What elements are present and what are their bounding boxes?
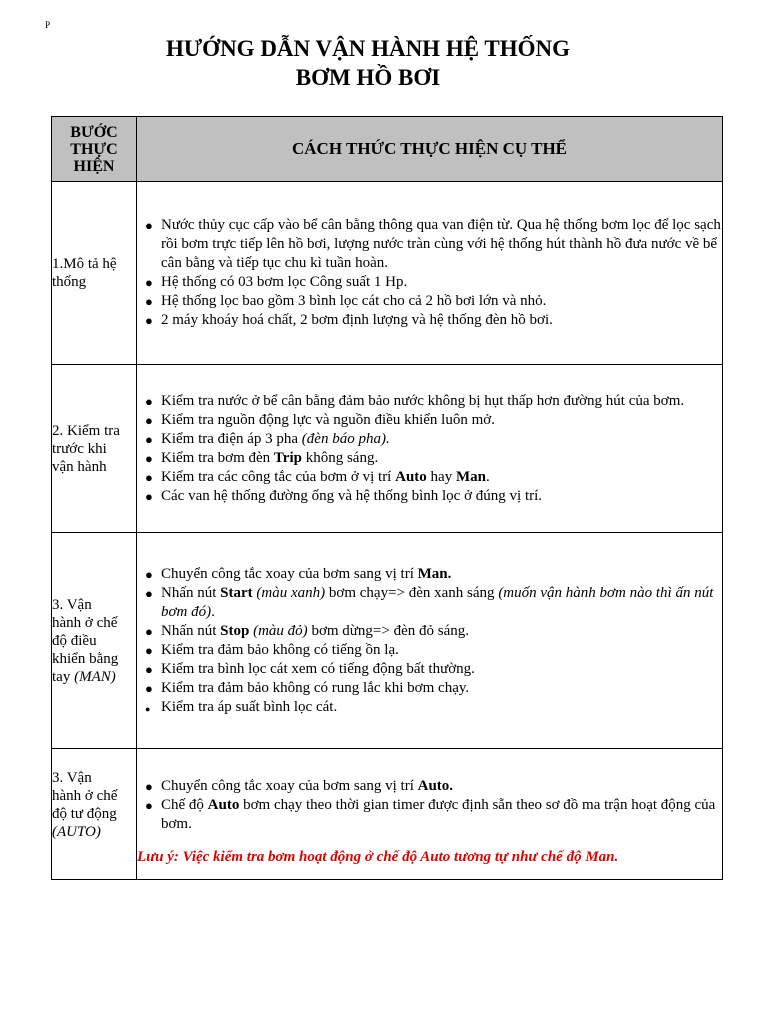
list-item xyxy=(137,641,722,660)
bullet-icon: ● xyxy=(145,218,153,233)
step-label-line: khiển bằng xyxy=(52,650,119,667)
list-item xyxy=(137,796,722,834)
item-bold: Man xyxy=(455,468,486,485)
item-text: 2 máy khoáy hoá chất, 2 bơm định lượng và hệ thống đèn hồ bơi. xyxy=(161,312,553,328)
item-bold: Trip xyxy=(273,449,302,466)
item-text: Chế độ xyxy=(161,797,208,813)
step-label-text: tay xyxy=(52,668,75,685)
bullet-icon: ● xyxy=(145,431,153,447)
bullet-list xyxy=(137,216,722,330)
list-item xyxy=(137,392,722,411)
step-label-line: 2. Kiểm tra xyxy=(52,422,120,439)
bullet-icon: ● xyxy=(145,661,153,677)
content-cell xyxy=(137,182,723,365)
item-text: Kiểm tra các công tắc của bơm ở vị trí xyxy=(161,468,396,485)
bullet-list xyxy=(137,777,722,834)
list-item xyxy=(137,216,722,273)
item-text: Kiểm tra nước ở bể cân bằng đảm bảo nước không bị hụt thấp hơn đường hút của bơm. xyxy=(161,392,685,409)
item-text: Nước thủy cục cấp vào bể cân bằng thông qua van điện từ. Qua hệ thống bơm lọc để lọc sạch rồi bơm trực tiếp lên hồ bơi, lượng nước tràn cùng với hệ thống hút thành hồ đưa nước về bể cân bằng và tiếp tục chu kì tuần hoàn. xyxy=(161,217,721,271)
step-cell xyxy=(52,182,137,365)
item-text: Hệ thống lọc bao gồm 3 bình lọc cát cho cả 2 hồ bơi lớn và nhỏ. xyxy=(161,293,547,309)
step-label-line: độ điều xyxy=(52,632,97,649)
item-text: Kiểm tra bình lọc cát xem có tiếng động bất thường. xyxy=(161,660,475,677)
table-row xyxy=(52,749,723,880)
step-label-line: hành ở chế xyxy=(52,614,118,631)
item-text: Kiểm tra áp suất bình lọc cát. xyxy=(161,698,338,715)
title-line-2: BƠM HỒ BƠI xyxy=(295,65,441,90)
item-text: Kiểm tra bơm đèn xyxy=(161,449,274,466)
list-item xyxy=(137,449,722,468)
item-text: Hệ thống có 03 bơm lọc Công suất 1 Hp. xyxy=(161,274,408,290)
bullet-icon: ● xyxy=(145,313,153,328)
item-text: Kiểm tra điện áp 3 pha xyxy=(161,430,302,447)
bullet-icon: ● xyxy=(145,623,153,639)
step-label-line xyxy=(52,668,136,686)
list-item xyxy=(137,660,722,679)
list-item xyxy=(137,698,722,717)
step-cell xyxy=(52,365,137,533)
header-step-line: HIỆN xyxy=(73,157,115,175)
item-text: hay xyxy=(426,468,456,485)
bullet-icon: ● xyxy=(145,275,153,290)
list-item xyxy=(137,273,722,292)
item-italic: (đèn báo pha). xyxy=(301,430,390,447)
item-text: Kiểm tra đảm bảo không có tiếng ồn lạ. xyxy=(161,641,399,658)
list-item xyxy=(137,584,722,622)
item-text: Nhấn nút xyxy=(161,584,221,601)
list-item xyxy=(137,487,722,506)
bullet-icon: ● xyxy=(145,450,153,466)
item-bold: Auto. xyxy=(417,778,454,794)
list-item xyxy=(137,430,722,449)
note-text: Lưu ý: Việc kiểm tra bơm hoạt động ở chế độ Auto tương tự như chế độ Man. xyxy=(137,849,619,865)
bullet-list xyxy=(137,392,722,506)
operation-guide-table xyxy=(51,116,723,880)
list-item xyxy=(137,411,722,430)
bullet-icon: ● xyxy=(145,469,153,485)
bullet-icon: ● xyxy=(145,566,153,582)
bullet-icon: ● xyxy=(145,703,151,714)
bullet-icon: ● xyxy=(145,412,153,428)
step-label-italic: (MAN) xyxy=(74,668,116,685)
content-cell xyxy=(137,749,723,880)
bullet-icon: ● xyxy=(145,779,153,794)
content-cell xyxy=(137,533,723,749)
item-text: Chuyển công tắc xoay của bơm sang vị trí xyxy=(161,778,418,794)
bullet-icon: ● xyxy=(145,393,153,409)
step-cell xyxy=(52,749,137,880)
bullet-icon: ● xyxy=(145,488,153,504)
item-text: bơm chạy=> đèn xanh sáng xyxy=(325,584,499,601)
header-detail-cell: CÁCH THỨC THỰC HIỆN CỤ THỂ xyxy=(137,117,723,182)
corner-mark: P xyxy=(45,20,51,30)
header-step-cell xyxy=(52,117,137,182)
title-line-1: HƯỚNG DẪN VẬN HÀNH HỆ THỐNG xyxy=(165,36,571,61)
list-item xyxy=(137,565,722,584)
page-title xyxy=(0,34,736,92)
item-italic: (màu xanh) xyxy=(256,584,326,601)
step-label: 1.Mô tả hệ thống xyxy=(52,256,117,290)
item-text: bơm chạy theo thời gian timer được định sẵn theo sơ đồ ma trận hoạt động của bơm. xyxy=(161,797,716,832)
step-label-line: hành ở chế xyxy=(52,788,118,804)
item-bold: Start xyxy=(220,584,253,601)
list-item xyxy=(137,622,722,641)
list-item xyxy=(137,679,722,698)
step-label-line: 3. Vận xyxy=(52,596,92,613)
table-row xyxy=(52,182,723,365)
list-item xyxy=(137,777,722,796)
step-label-line: độ tư động xyxy=(52,806,117,822)
item-text: . xyxy=(485,468,490,485)
step-label-line: 3. Vận xyxy=(52,770,92,786)
step-cell xyxy=(52,533,137,749)
item-text: Kiểm tra đảm bảo không có rung lắc khi bơm chạy. xyxy=(161,679,470,696)
item-bold: Stop xyxy=(220,622,250,639)
table-header-row xyxy=(52,117,723,182)
bullet-icon: ● xyxy=(145,642,153,658)
list-item xyxy=(137,468,722,487)
item-text: Kiểm tra nguồn động lực và nguồn điều khiển luôn mở. xyxy=(161,411,495,428)
item-text: Các van hệ thống đường ống và hệ thống bình lọc ở đúng vị trí. xyxy=(161,487,543,504)
item-text: . xyxy=(211,603,215,620)
list-item xyxy=(137,292,722,311)
item-text: Chuyển công tắc xoay của bơm sang vị trí xyxy=(161,565,418,582)
header-step-line: THỰC xyxy=(70,140,118,158)
step-label-line: vận hành xyxy=(52,458,107,475)
bullet-list xyxy=(137,565,722,717)
bullet-icon: ● xyxy=(145,294,153,309)
item-bold: Man. xyxy=(417,565,452,582)
table-row xyxy=(52,533,723,749)
bullet-icon: ● xyxy=(145,585,153,601)
item-bold: Auto xyxy=(207,797,240,813)
item-italic: (màu đỏ) xyxy=(253,622,308,639)
item-text: không sáng. xyxy=(301,449,379,466)
list-item xyxy=(137,311,722,330)
header-step-line: BƯỚC xyxy=(70,123,118,141)
item-italic: (muốn vận hành bơm nào thì ấn nút bơm đó) xyxy=(161,584,714,620)
item-text: bơm dừng=> đèn đỏ sáng. xyxy=(307,622,469,639)
item-bold: Auto xyxy=(395,468,427,485)
item-text: Nhấn nút xyxy=(161,622,221,639)
step-label-line: trước khi xyxy=(52,440,107,457)
table-row xyxy=(52,365,723,533)
bullet-icon: ● xyxy=(145,680,153,696)
content-cell xyxy=(137,365,723,533)
bullet-icon: ● xyxy=(145,798,153,813)
step-label-italic: (AUTO) xyxy=(52,824,101,840)
